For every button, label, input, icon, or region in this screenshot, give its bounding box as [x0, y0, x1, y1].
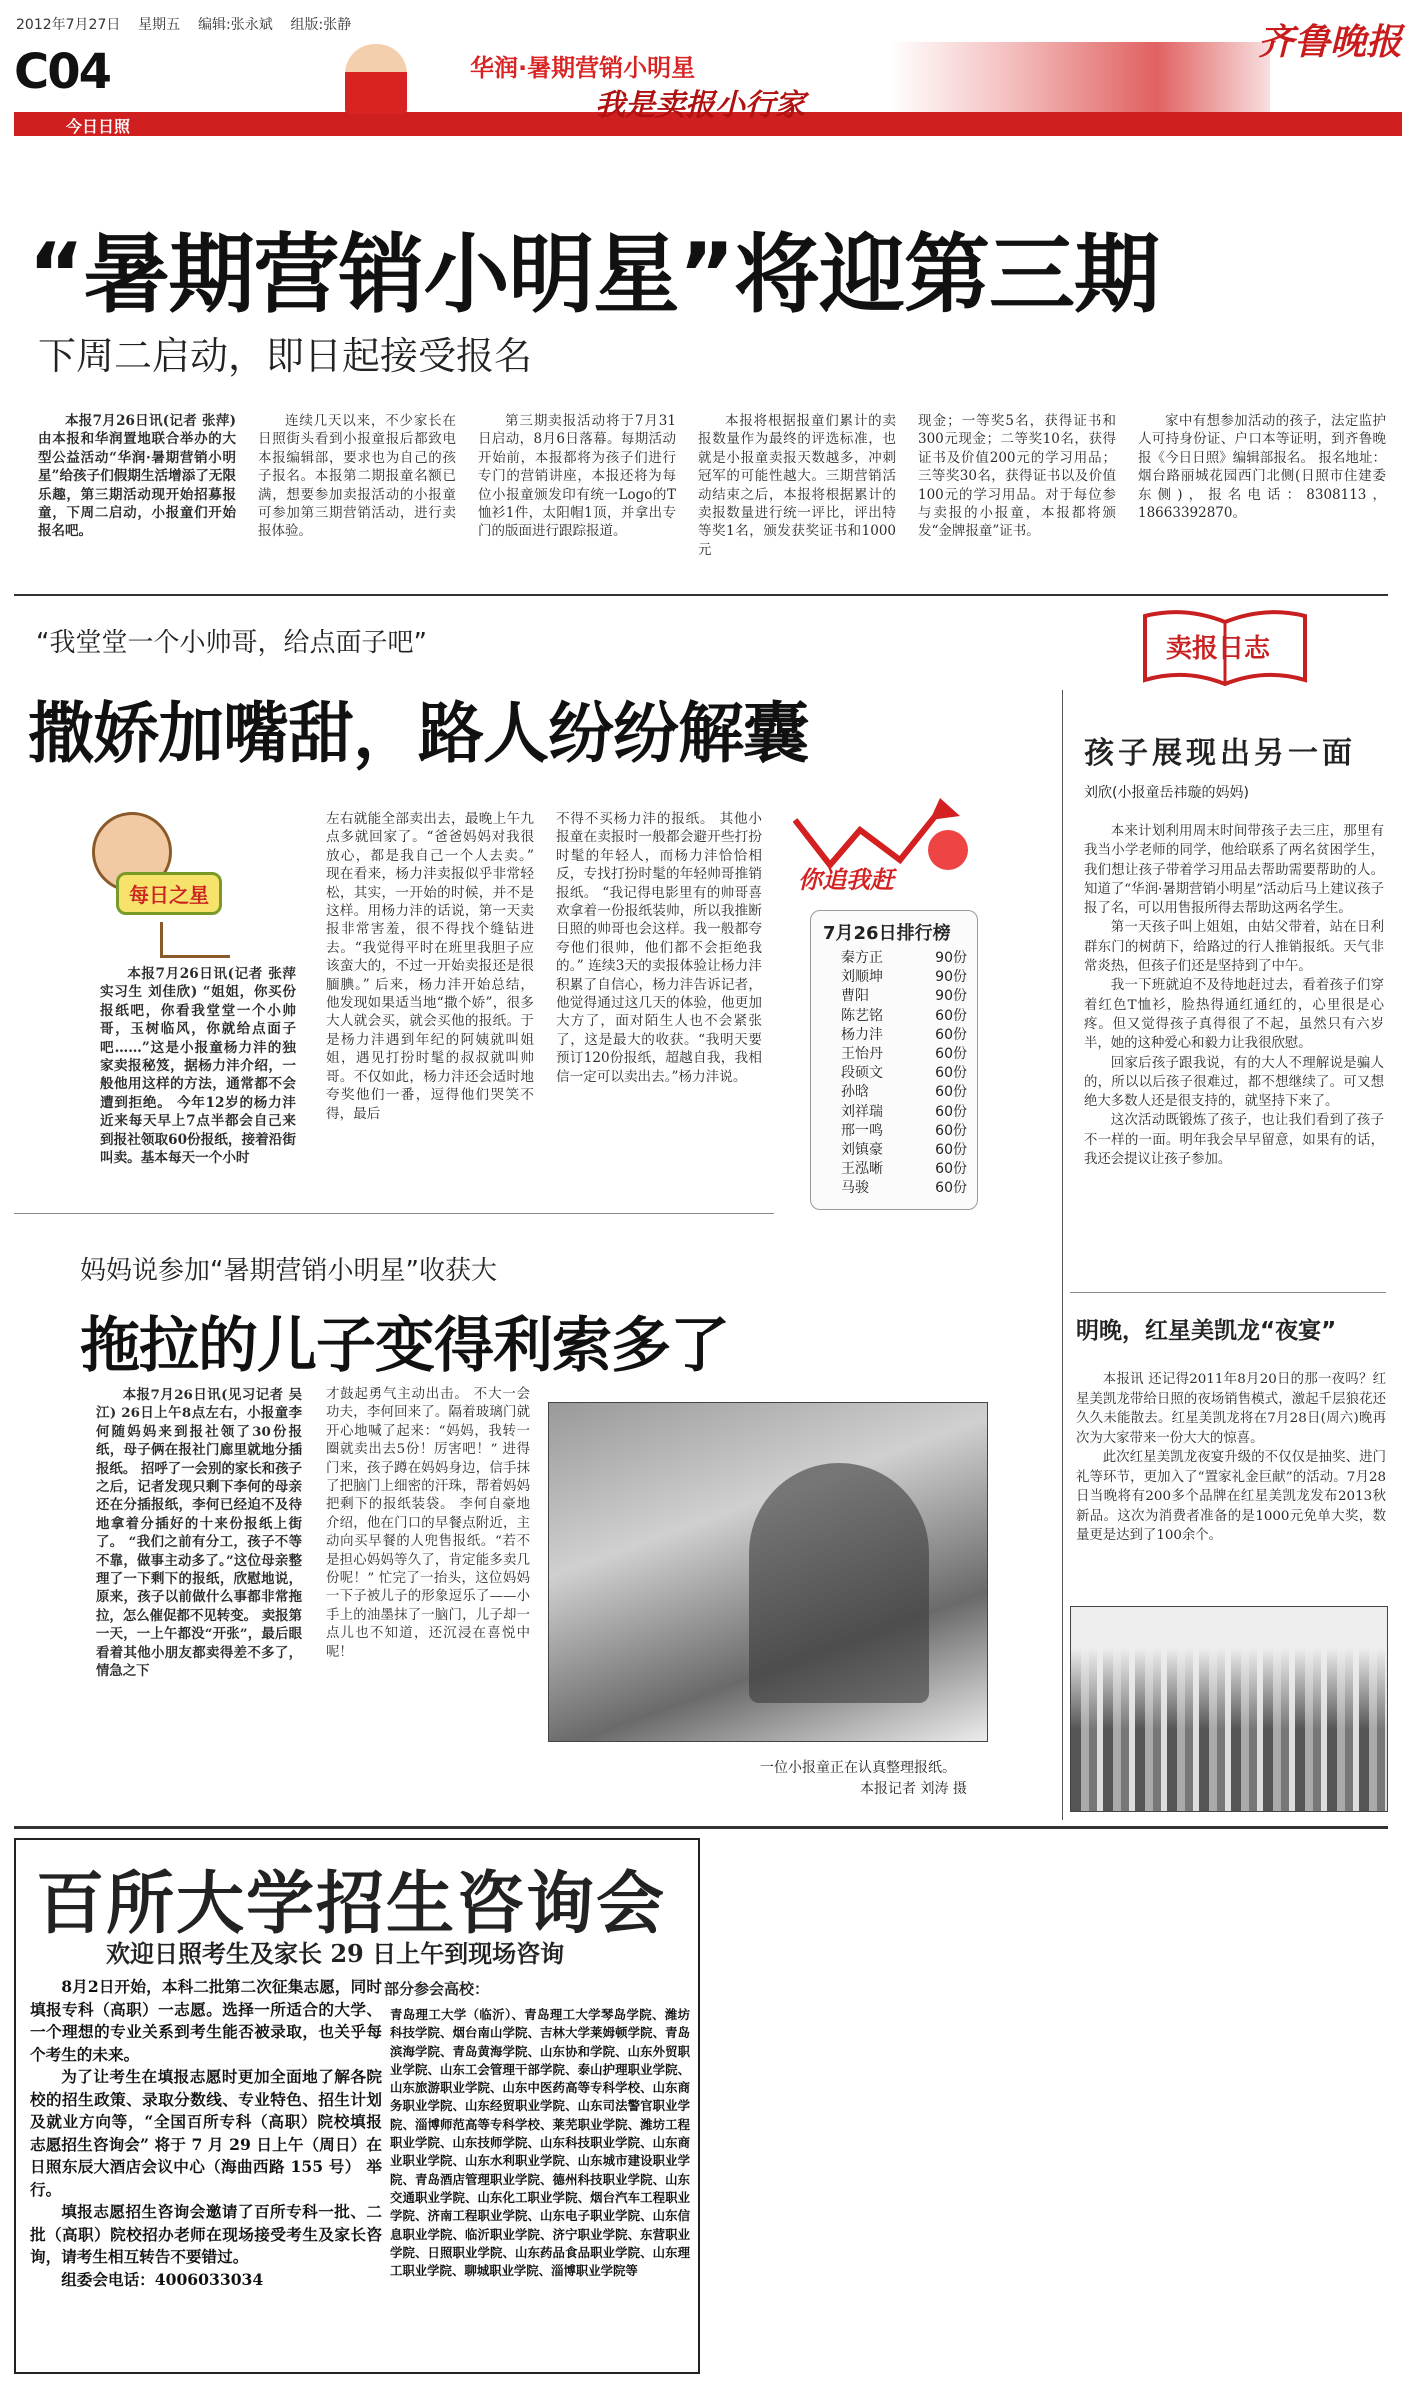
article3-col1 [96, 1386, 302, 1681]
article3-text2: 才鼓起勇气主动出击。 不大一会功夫，李何回来了。隔着玻璃门就开心地喊了起来：“妈妈，我转一圈就卖出去5份！厉害吧！” 进得门来，孩子蹲在妈妈身边，信手抹了把脑门上细密的汗珠，帮着妈妈把剩下的报纸装袋。 李何自豪地介绍，他在门口的早餐点附近，主动向买早餐的人兜售报纸。“若不是担心妈妈等久了，肯定能多卖几份呢！” 忙完了一抬头，这位妈妈一下子被儿子的形象逗乐了——小手上的油墨抹了一脑门，儿子却一点儿也不知道，还沉浸在喜悦中呢！ [326, 1387, 530, 1660]
article2-col3 [556, 810, 762, 1086]
diary-paragraph: 这次活动既锻炼了孩子，也让我们看到了孩子不一样的一面。明年我会早早留意，如果有的话，我还会提议让孩子参加。 [1084, 1113, 1384, 1168]
ad-paragraph: 填报志愿招生咨询会邀请了百所专科一批、二批（高职）院校招办老师在现场接受考生及家长咨询，请考生相互转告不要错过。 [30, 2202, 382, 2266]
ranking-name: 刘祥瑞 [841, 1103, 883, 1120]
column-divider [1062, 690, 1063, 1820]
editor-credit: 编辑:张永斌 [197, 17, 273, 33]
ranking-name: 刘镇豪 [841, 1142, 883, 1159]
ranking-row [811, 1160, 979, 1179]
ranking-row [811, 1141, 979, 1160]
ranking-list [811, 949, 979, 1199]
ad-paragraph: 为了让考生在填报志愿时更加全面地了解各院校的招生政策、录取分数线、专业特色、招生计划及就业方向等，“全国百所专科（高职）院校填报志愿招生咨询会” 将于 7 月 29 日上午（周日）在日照东辰大酒店会议中心（海曲西路 155 号） 举行。 [30, 2067, 382, 2199]
article1-text1: 本报7月26日讯(记者 张萍) 由本报和华润置地联合举办的大型公益活动“华润·暑期营销小明星”给孩子们假期生活增添了无限乐趣，第三期活动现开始招募报童，下周二启动，小报童们开始报名吧。 [38, 413, 236, 540]
issue-weekday: 星期五 [138, 17, 181, 33]
ranking-row [811, 1026, 979, 1045]
ranking-row [811, 949, 979, 968]
diary-body [1084, 822, 1384, 1169]
masthead-logo: 齐鲁晚报 [1258, 21, 1403, 63]
article1-headline: “暑期营销小明星”将迎第三期 [28, 225, 1160, 325]
article1-col2 [258, 412, 456, 541]
article3-text1: 本报7月26日讯(见习记者 吴江) 26日上午8点左右，小报童李何随妈妈来到报社领了30份报纸，母子俩在报社门廊里就地分插报纸。 招呼了一会别的家长和孩子之后，记者发现只剩下李何的母亲还在分插报纸，李何已经迫不及待地拿着分插好的十来份报纸上街了。 “我们之前有分工，孩子不等不靠，做事主动多了。”这位母亲整理了一下剩下的报纸，欣慰地说，原来，孩子以前做什么事都非常拖拉，怎么催促都不见转变。 卖报第一天，一上午都没“开张”，最后眼看着其他小朋友都卖得差不多了，情急之下 [96, 1387, 302, 1680]
divider-line [14, 594, 1388, 596]
ranking-row [811, 1064, 979, 1083]
ranking-count: 90份 [935, 988, 967, 1005]
ranking-count: 60份 [935, 1084, 967, 1101]
article1-text4: 本报将根据报童们累计的卖报数量作为最终的评选标准，也就是小报童卖报天数越多，冲刺冠军的可能性越大。三期营销活动结束之后，本报将根据累计的卖报数量进行统一评比，评出特等奖1名，颁发获奖证书和1000元 [698, 413, 896, 558]
ranking-name: 王怡丹 [841, 1046, 883, 1063]
mascot-boy-image [345, 44, 407, 114]
diary-paragraph: 我一下班就迫不及待地赶过去，看着孩子们穿着红色T恤衫，脸热得通红通红的，心里很是心疼。但又觉得孩子真得很了不起，虽然只有六岁半，她的这种爱心和毅力让我很欣慰。 [1084, 978, 1384, 1052]
campaign-title: 我是卖报小行家 [595, 88, 805, 123]
ad-school-list-title: 部分参会高校： [384, 1980, 490, 1998]
article1-text3: 第三期卖报活动将于7月31日启动，8月6日落幕。每期活动开始前，本报都将为孩子们进行专门的营销讲座，本报还将为每位小报童颁发印有统一Logo的T恤衫1件，太阳帽1顶，并拿出专门的版面进行跟踪报道。 [478, 413, 676, 540]
diary-paragraph: 回家后孩子跟我说，有的大人不理解说是骗人的，所以以后孩子很难过，都不想继续了。可又想绝大多数人还是很支持的，就坚持下来了。 [1084, 1055, 1384, 1110]
campaign-banner [345, 40, 945, 123]
article1-col3 [478, 412, 676, 541]
easel-icon [160, 922, 230, 958]
divider-line [14, 1826, 1388, 1829]
campaign-crowd-image [890, 42, 1270, 112]
article2-text1: 本报7月26日讯(记者 张萍 实习生 刘佳欣) “姐姐，你买份报纸吧，你看我堂堂一个小帅哥，玉树临风，你就给点面子吧……”这是小报童杨力沣的独家卖报秘笈，据杨力沣介绍，一般他用这样的方法，通常都不会遭到拒绝。 今年12岁的杨力沣近来每天早上7点半都会自己来到报社领取60份报纸，接着沿街叫卖。基本每天一个小时 [100, 966, 296, 1167]
ranking-row [811, 987, 979, 1006]
article2-text2: 左右就能全部卖出去，最晚上午九点多就回家了。“爸爸妈妈对我很放心，都是我自己一个人去卖。” 现在看来，杨力沣卖报似乎非常轻松，其实，一开始的时候，并不是这样。用杨力沣的话说，第一天卖报非常害羞，很不得找个缝钻进去。“我觉得平时在班里我胆子应该蛮大的，不过一开始卖报还是很腼腆。” 后来，杨力沣开始总结，他发现如果适当地“撒个娇”，很多大人就会买，就会买他的报纸。于是杨力沣遇到年纪的阿姨就叫姐姐，遇见打扮时髦的叔叔就叫帅哥。不仅如此，杨力沣还会适时地夸奖他们一番，逗得他们哭笑不得，最后 [326, 811, 534, 1122]
ranking-name: 王泓晰 [841, 1161, 883, 1178]
boy-sorting-newspapers-photo [548, 1402, 988, 1742]
article4-headline: 明晚，红星美凯龙“夜宴” [1076, 1318, 1337, 1344]
ranking-name: 邢一鸣 [841, 1122, 883, 1139]
ad-subheadline: 欢迎日照考生及家长 29 日上午到现场咨询 [106, 1939, 565, 1968]
ranking-row [811, 1083, 979, 1102]
ranking-row [811, 1007, 979, 1026]
article4-body [1076, 1370, 1386, 1546]
ranking-arrow-graphic [790, 790, 975, 900]
article3-kicker: 妈妈说参加“暑期营销小明星”收获大 [80, 1256, 497, 1286]
ad-body [30, 1976, 382, 2291]
article1-col4 [698, 412, 896, 559]
article2-text3: 不得不买杨力沣的报纸。 其他小报童在卖报时一般都会避开些打扮时髦的年轻人，而杨力沣恰恰相反，专找打扮时髦的年轻帅哥推销报纸。 “我记得电影里有的帅哥喜欢拿着一份报纸装帅，所以我推断日照的帅哥也会这样。我一般都夸夸他们很帅，他们都不会拒绝我的。” 连续3天的卖报体验让杨力沣积累了自信心，杨力沣告诉记者，他觉得通过这几天的体验，他更加大方了，面对陌生人也不会紧张了，这是最大的收获。“我明天要预订120份报纸，超越自我，我相信一定可以卖出去。”杨力沣说。 [556, 811, 762, 1085]
diary-paragraph: 本来计划利用周末时间带孩子去三庄，那里有我当小学老师的同学，他给联系了两名贫困学生，我们想让孩子带着学习用品去帮助需要帮助的人。知道了“华润·暑期营销小明星”活动后马上建议孩子报了名，可以用售报所得去帮助这两名学生。 [1084, 824, 1384, 917]
issue-date: 2012年7月27日 [16, 17, 121, 33]
article2-kicker: “我堂堂一个小帅哥，给点面子吧” [36, 628, 427, 658]
ad-phone: 组委会电话：4006033034 [61, 2269, 264, 2289]
ranking-count: 90份 [935, 969, 967, 986]
article2-col1 [100, 965, 296, 1167]
section-label: 今日日照 [66, 117, 131, 136]
article1-subheadline: 下周二启动，即日起接受报名 [38, 334, 533, 378]
article2-headline: 撒娇加嘴甜，路人纷纷解囊 [28, 695, 808, 772]
ranking-count: 60份 [935, 1007, 967, 1024]
diary-paragraph: 第一天孩子叫上姐姐，由姑父带着，站在日利群东门的树荫下，给路过的行人推销报纸。天气非常炎热，但孩子们还是坚持到了中午。 [1084, 920, 1384, 975]
article3-col2 [326, 1386, 530, 1662]
ranking-name: 杨力沣 [841, 1026, 883, 1043]
ranking-name: 段硕文 [841, 1065, 883, 1082]
article2-col2 [326, 810, 534, 1123]
university-fair-ad [14, 1838, 700, 2374]
ranking-count: 60份 [935, 1026, 967, 1043]
ranking-row [811, 968, 979, 987]
diary-headline: 孩子展现出另一面 [1084, 736, 1356, 771]
article1-col6 [1138, 412, 1386, 522]
diary-badge [1140, 606, 1310, 690]
campaign-subtitle: 华润·暑期营销小明星 [470, 54, 696, 82]
divider-line [14, 1213, 774, 1214]
diary-badge-label: 卖报日志 [1166, 634, 1271, 664]
ad-headline: 百所大学招生咨询会 [36, 1864, 667, 1944]
article1-col5 [918, 412, 1116, 541]
article4-paragraph: 此次红星美凯龙夜宴升级的不仅仅是抽奖、进门礼等环节，更加入了“置家礼金巨献”的活动。7月28日当晚将有200多个品牌在红星美凯龙发布2013秋新品。这次为消费者准备的是1000元免单大奖，数量更是达到了100余个。 [1076, 1450, 1386, 1543]
event-crowd-photo [1070, 1606, 1388, 1812]
article4-paragraph: 本报讯 还记得2011年8月20日的那一夜吗？红星美凯龙带给日照的夜场销售模式，激起千层狼花还久久未能散去。红星美凯龙将在7月28日(周六)晚再次为大家带来一份大大的惊喜。 [1076, 1372, 1386, 1446]
ranking-banner: 你追我赶 [798, 866, 894, 894]
ranking-name: 陈艺铭 [841, 1007, 883, 1024]
photo-caption: 一位小报童正在认真整理报纸。 [760, 1760, 956, 1776]
ad-schools: 青岛理工大学（临沂）、青岛理工大学琴岛学院、潍坊科技学院、烟台南山学院、吉林大学莱姆顿学院、青岛滨海学院、青岛黄海学院、山东协和学院、山东外贸职业学院、山东工会管理干部学院、泰山护理职业学院、山东旅游职业学院、山东中医药高等专科学校、山东商务职业学院、山东经贸职业学院、山东司法警官职业学院、淄博师范高等专科学校、莱芜职业学院、潍坊工程职业学院、山东技师学院、山东科技职业学院、山东商业职业学院、山东水利职业学院、山东城市建设职业学院、青岛酒店管理职业学院、德州科技职业学院、山东交通职业学院、山东化工职业学院、烟台汽车工程职业学院、济南工程职业学院、山东电子职业学院、山东信息职业学院、临沂职业学院、济宁职业学院、东营职业学院、日照职业学院、山东药品食品职业学院、山东理工职业学院、聊城职业学院、淄博职业学院等 [390, 2007, 690, 2279]
ranking-row [811, 1179, 979, 1198]
daily-star-label: 每日之星 [116, 872, 222, 915]
ranking-count: 60份 [935, 1065, 967, 1082]
ranking-row [811, 1045, 979, 1064]
ranking-count: 60份 [935, 1046, 967, 1063]
ranking-count: 60份 [935, 1161, 967, 1178]
ranking-row [811, 1122, 979, 1141]
ranking-name: 马骏 [841, 1180, 869, 1197]
ranking-count: 60份 [935, 1180, 967, 1197]
article1-text6: 家中有想参加活动的孩子，法定监护人可持身份证、户口本等证明，到齐鲁晚报《今日日照》编辑部报名。 报名地址：烟台路丽城花园西门北侧(日照市住建委东侧)，报名电话：8308113，18663392870。 [1138, 413, 1386, 522]
divider-line [1070, 1292, 1386, 1293]
ranking-count: 60份 [935, 1103, 967, 1120]
ranking-name: 孙晗 [841, 1084, 869, 1101]
ranking-count: 90份 [935, 950, 967, 966]
ranking-title: 7月26日排行榜 [823, 923, 951, 944]
ranking-box [810, 910, 978, 1210]
ad-paragraph: 8月2日开始，本科二批第二次征集志愿，同时填报专科（高职）一志愿。选择一所适合的大学、一个理想的专业关系到考生能否被录取，也关乎每个考生的未来。 [30, 1977, 382, 2064]
article1-col1 [38, 412, 236, 541]
diary-byline: 刘欣(小报童岳祎璇的妈妈) [1084, 785, 1249, 801]
article1-text5: 现金；一等奖5名，获得证书和300元现金；二等奖10名，获得证书及价值200元的学习用品；三等奖30名，获得证书以及价值100元的学习用品。对于每位参与卖报的小报童，本报都将颁发“金牌报童”证书。 [918, 413, 1116, 540]
ranking-count: 60份 [935, 1142, 967, 1159]
page-number: C04 [14, 44, 111, 100]
ad-school-list [390, 2006, 690, 2280]
article1-text2: 连续几天以来，不少家长在日照街头看到小报童报后都致电本报编辑部，要求也为自己的孩子报名。本报第二期报童名额已满，想要参加卖报活动的小报童可参加第三期营销活动，进行卖报体验。 [258, 413, 456, 540]
daily-star-badge [90, 812, 240, 962]
ranking-row [811, 1103, 979, 1122]
ranking-name: 刘顺坤 [841, 969, 883, 986]
photo-credit: 本报记者 刘涛 摄 [860, 1781, 967, 1797]
ranking-count: 60份 [935, 1122, 967, 1139]
ranking-name: 秦方正 [841, 950, 883, 966]
crowd-overlay-image [1071, 1607, 1387, 1811]
article3-headline: 拖拉的儿子变得利索多了 [80, 1311, 729, 1381]
layout-credit: 组版:张静 [290, 17, 352, 33]
ranking-name: 曹阳 [841, 988, 869, 1005]
boy-figure-image [749, 1463, 929, 1703]
header-date-line [16, 14, 351, 34]
